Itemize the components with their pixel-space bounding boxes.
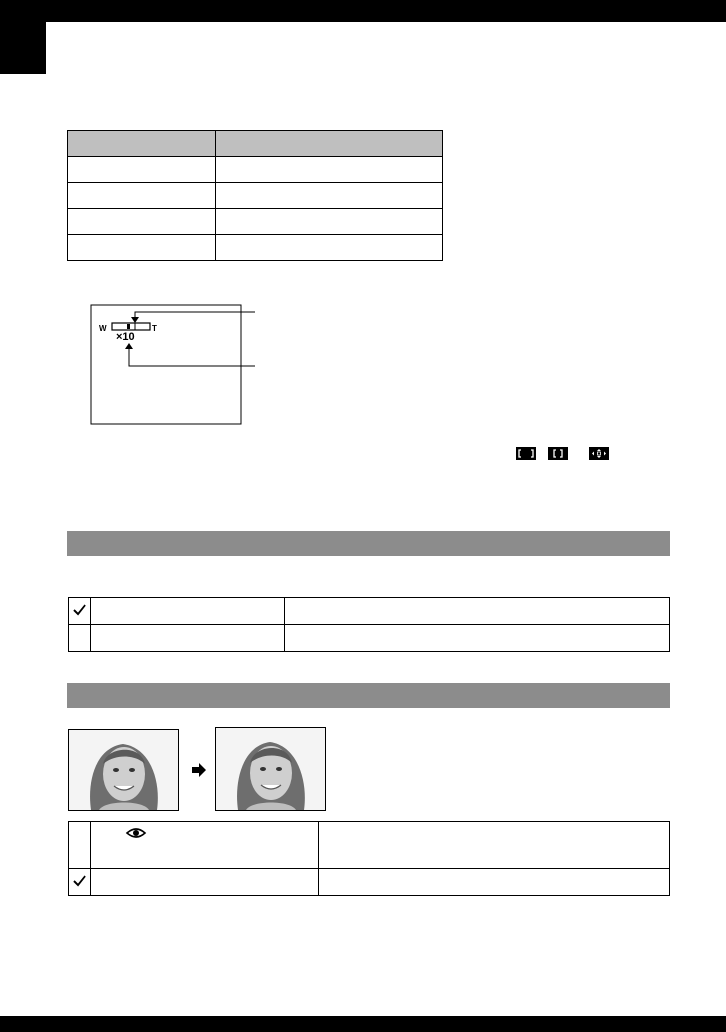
table-row xyxy=(68,209,443,235)
photo-after xyxy=(215,727,326,811)
table-cell xyxy=(319,822,670,869)
table-row xyxy=(69,822,670,869)
table-cell xyxy=(216,157,443,183)
table-row xyxy=(68,157,443,183)
check-mark-icon xyxy=(69,598,91,625)
table-cell xyxy=(68,157,216,183)
table-row xyxy=(69,598,670,625)
table-cell xyxy=(91,598,285,625)
bottom-bar xyxy=(0,1016,726,1032)
table-cell xyxy=(319,869,670,896)
table-cell xyxy=(285,625,670,652)
check-mark-icon xyxy=(69,869,91,896)
photo-before xyxy=(68,729,179,811)
zoom-diagram xyxy=(85,300,270,430)
tele-label: T xyxy=(152,324,157,333)
table-cell xyxy=(285,598,670,625)
top-bar xyxy=(0,0,726,22)
zoom-table xyxy=(67,130,443,261)
table-cell xyxy=(216,235,443,261)
table-cell xyxy=(91,869,319,896)
spot-af-icon xyxy=(589,447,609,460)
center-af-icon xyxy=(548,447,568,460)
table-cell xyxy=(68,183,216,209)
table-cell xyxy=(68,235,216,261)
eye-icon xyxy=(125,825,147,841)
header-cell xyxy=(68,131,216,157)
section-header-band xyxy=(67,683,670,708)
wide-label: W xyxy=(99,324,107,333)
table-row xyxy=(68,235,443,261)
page-tab xyxy=(0,0,46,74)
section-header-band xyxy=(67,531,670,556)
table-cell xyxy=(69,822,91,869)
table-cell xyxy=(216,183,443,209)
multi-point-af-icon xyxy=(516,447,536,460)
red-eye-table xyxy=(68,821,670,896)
arrow-right-icon xyxy=(191,763,207,782)
table-row xyxy=(68,183,443,209)
zoom-position-marker xyxy=(127,324,130,329)
header-cell xyxy=(216,131,443,157)
table-cell xyxy=(68,209,216,235)
zoom-bar xyxy=(112,323,150,330)
af-frame-icons xyxy=(515,446,610,462)
table-cell xyxy=(216,209,443,235)
zoom-value: ×10 xyxy=(116,331,135,343)
table-row xyxy=(69,625,670,652)
table-row xyxy=(69,869,670,896)
table-cell xyxy=(69,625,91,652)
table-header-row xyxy=(68,131,443,157)
options-table xyxy=(68,597,670,652)
table-cell xyxy=(91,625,285,652)
table-cell xyxy=(91,822,319,869)
